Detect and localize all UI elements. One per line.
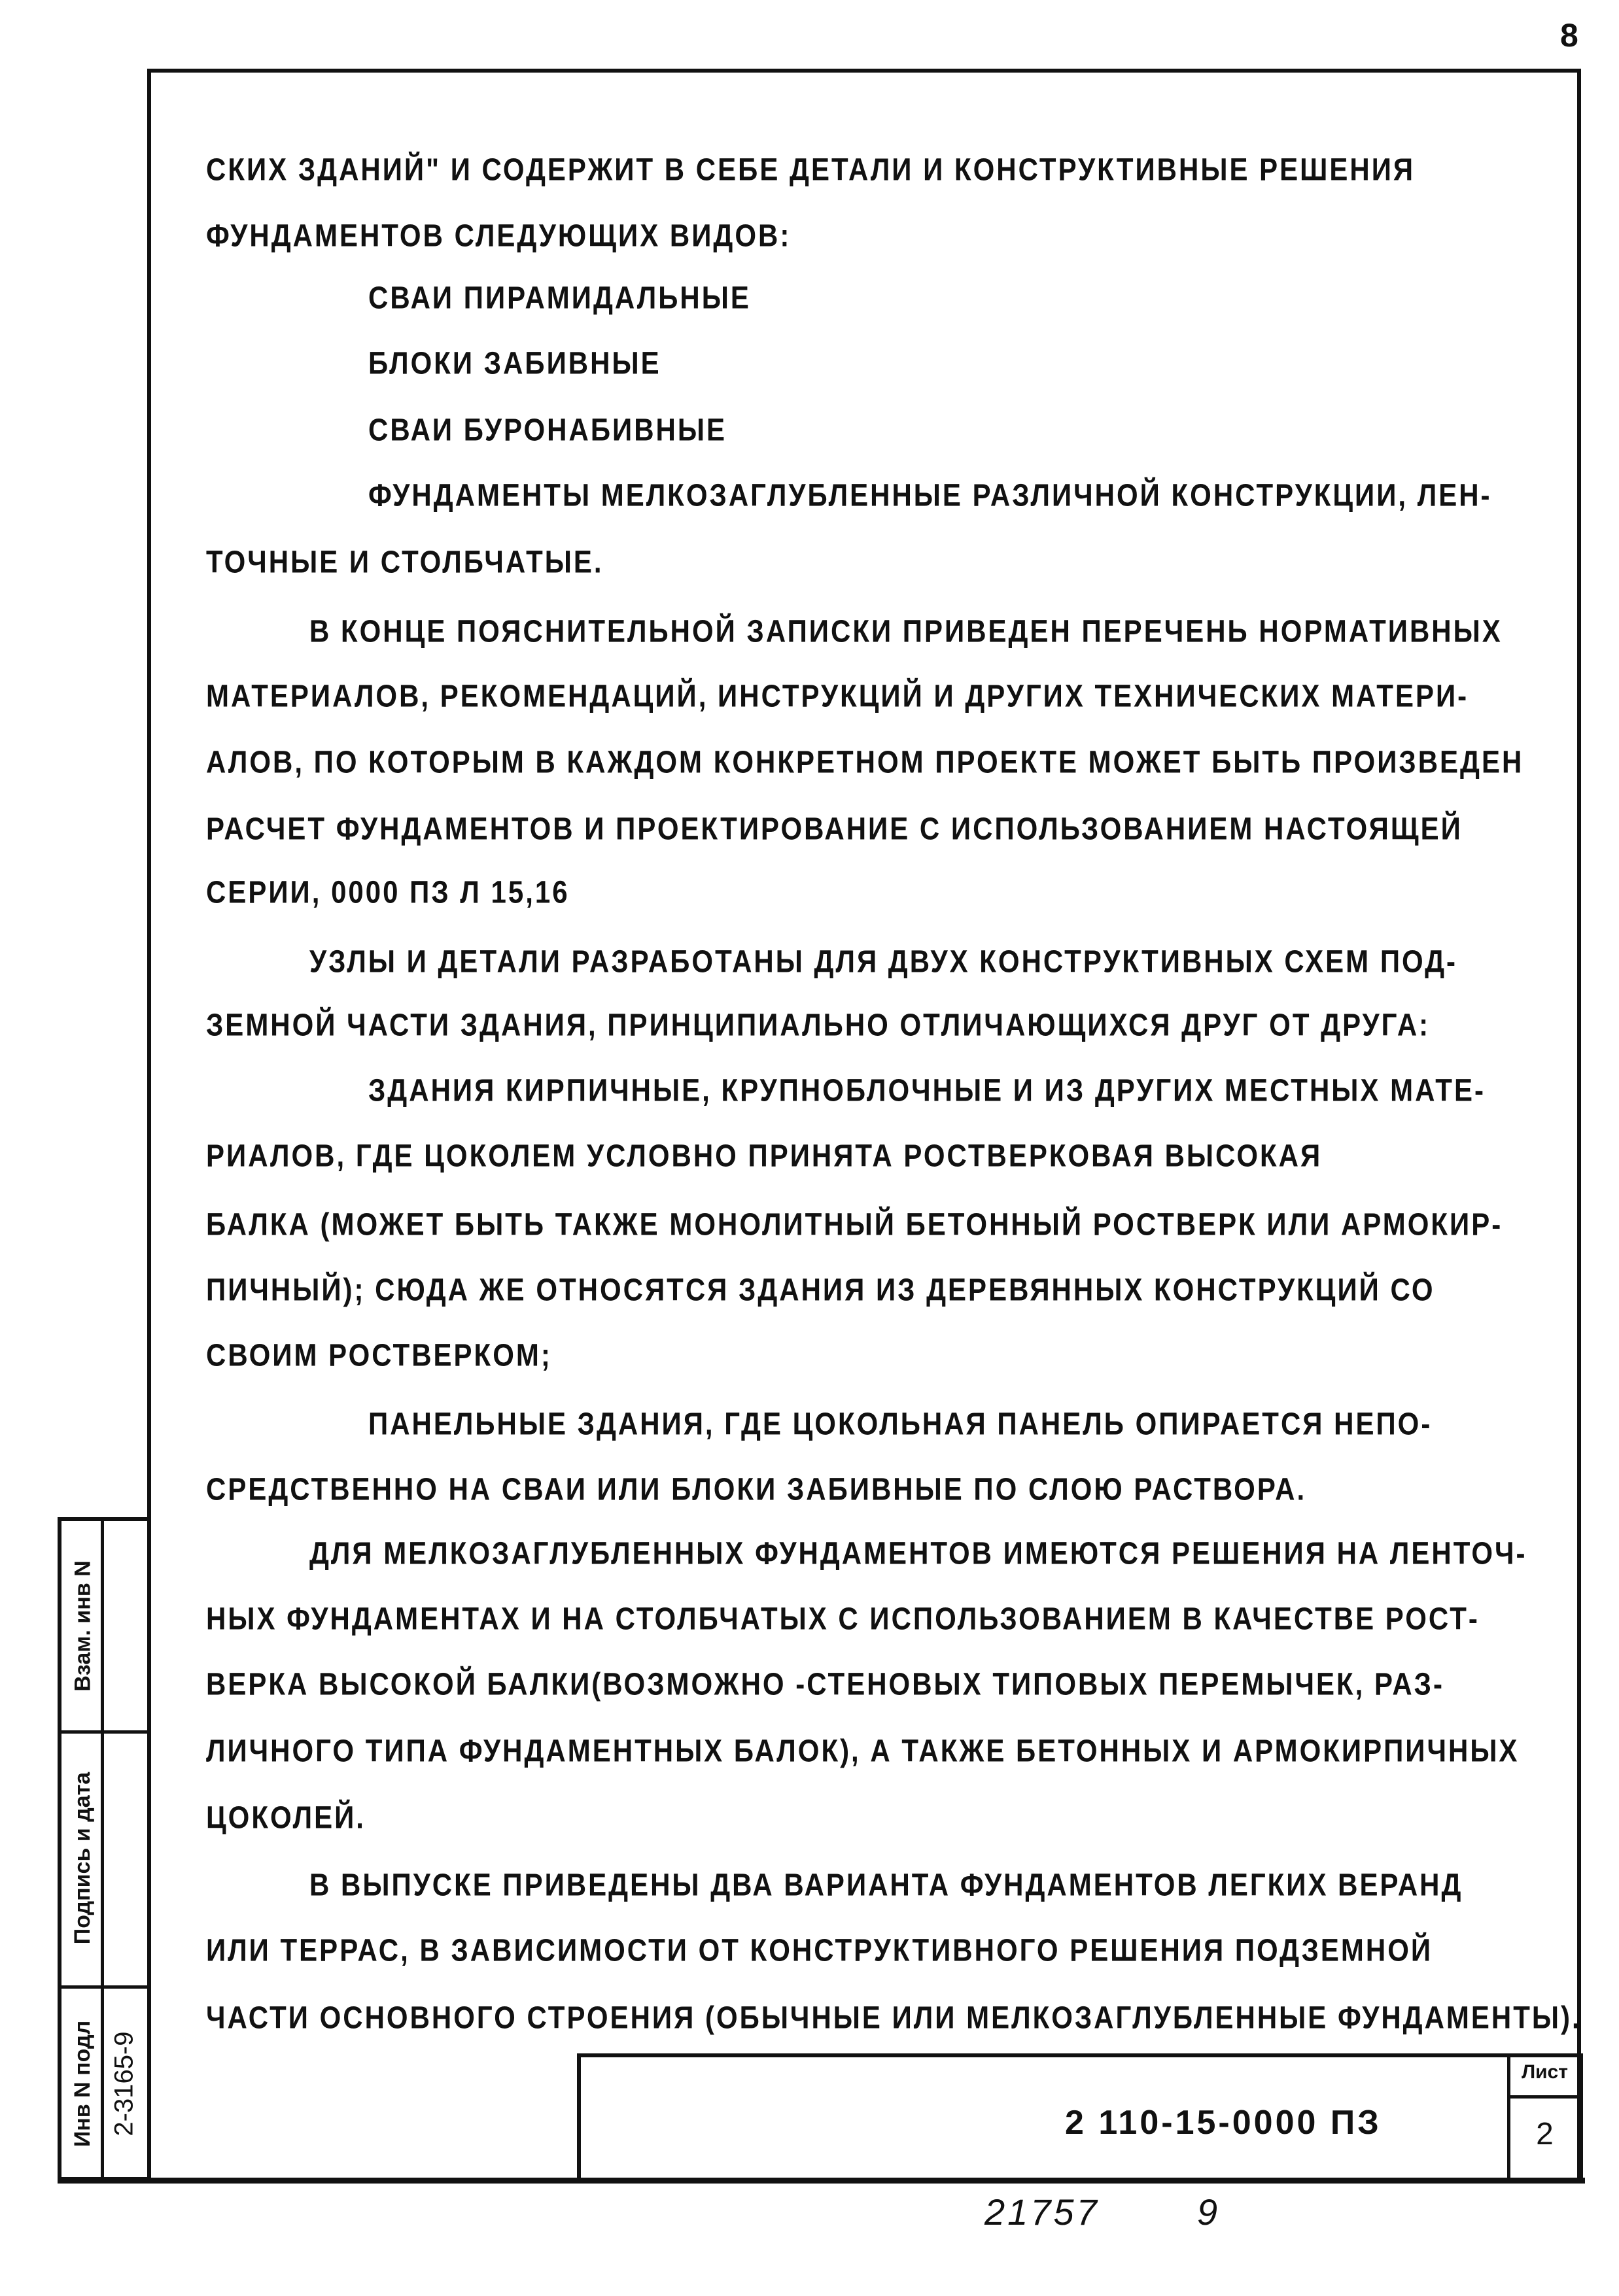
list-item: БЛОКИ ЗАБИВНЫЕ (368, 345, 661, 381)
text-line: ВЕРКА ВЫСОКОЙ БАЛКИ(ВОЗМОЖНО -СТЕНОВЫХ ТИПОВЫХ ПЕРЕМЫЧЕК, РАЗ- (206, 1666, 1444, 1702)
text-line: ЧАСТИ ОСНОВНОГО СТРОЕНИЯ (ОБЫЧНЫЕ ИЛИ МЕЛКОЗАГЛУБЛЕННЫЕ ФУНДАМЕНТЫ). (206, 2000, 1582, 2036)
text-line: ДЛЯ МЕЛКОЗАГЛУБЛЕННЫХ ФУНДАМЕНТОВ ИМЕЮТСЯ РЕШЕНИЯ НА ЛЕНТОЧ- (309, 1535, 1527, 1571)
text-line: СЕРИИ, 0000 ПЗ Л 15,16 (206, 874, 570, 910)
text-line: РАСЧЕТ ФУНДАМЕНТОВ И ПРОЕКТИРОВАНИЕ С ИСПОЛЬЗОВАНИЕМ НАСТОЯЩЕЙ (206, 811, 1463, 847)
footer-code: 21757 (984, 2191, 1100, 2233)
footer-page-number: 9 (1197, 2191, 1218, 2233)
text-line: СРЕДСТВЕННО НА СВАИ ИЛИ БЛОКИ ЗАБИВНЫЕ ПО СЛОЮ РАСТВОРА. (206, 1471, 1307, 1507)
text-line: БАЛКА (МОЖЕТ БЫТЬ ТАКЖЕ МОНОЛИТНЫЙ БЕТОННЫЙ РОСТВЕРК ИЛИ АРМОКИР- (206, 1207, 1503, 1242)
text-line: РИАЛОВ, ГДЕ ЦОКОЛЕМ УСЛОВНО ПРИНЯТА РОСТВЕРКОВАЯ ВЫСОКАЯ (206, 1138, 1323, 1174)
title-block (577, 2053, 1583, 2180)
stamp-label-podpis-data: Подпись и дата (70, 1772, 96, 1944)
text-line: В КОНЦЕ ПОЯСНИТЕЛЬНОЙ ЗАПИСКИ ПРИВЕДЕН ПЕРЕЧЕНЬ НОРМАТИВНЫХ (309, 613, 1503, 649)
page-number: 8 (1560, 17, 1578, 54)
document-code: 2 110-15-0000 ПЗ (1065, 2104, 1382, 2142)
stamp-label-inv-podl: Инв N подл (70, 2020, 96, 2147)
text-line: В ВЫПУСКЕ ПРИВЕДЕНЫ ДВА ВАРИАНТА ФУНДАМЕНТОВ ЛЕГКИХ ВЕРАНД (309, 1867, 1463, 1903)
text-line: НЫХ ФУНДАМЕНТАХ И НА СТОЛБЧАТЫХ С ИСПОЛЬЗОВАНИЕМ В КАЧЕСТВЕ РОСТ- (206, 1601, 1480, 1637)
stamp-value-inv-podl: 2-3165-9 (109, 2030, 139, 2136)
page-frame (147, 69, 1581, 2182)
text-line: ЗДАНИЯ КИРПИЧНЫЕ, КРУПНОБЛОЧНЫЕ И ИЗ ДРУГИХ МЕСТНЫХ МАТЕ- (368, 1072, 1486, 1108)
side-stamp (58, 1517, 147, 2181)
text-line: ФУНДАМЕНТОВ СЛЕДУЮЩИХ ВИДОВ: (206, 218, 792, 254)
sheet-label: Лист (1510, 2061, 1579, 2099)
stamp-label-vzam-inv: Взам. инв N (70, 1560, 96, 1692)
text-line: ИЛИ ТЕРРАС, В ЗАВИСИМОСТИ ОТ КОНСТРУКТИВНОГО РЕШЕНИЯ ПОДЗЕМНОЙ (206, 1932, 1433, 1968)
text-line: ЗЕМНОЙ ЧАСТИ ЗДАНИЯ, ПРИНЦИПИАЛЬНО ОТЛИЧАЮЩИХСЯ ДРУГ ОТ ДРУГА: (206, 1007, 1431, 1043)
text-line: ЦОКОЛЕЙ. (206, 1800, 366, 1836)
list-item: ФУНДАМЕНТЫ МЕЛКОЗАГЛУБЛЕННЫЕ РАЗЛИЧНОЙ КОНСТРУКЦИИ, ЛЕН- (368, 477, 1492, 513)
list-item: СВАИ БУРОНАБИВНЫЕ (368, 412, 727, 448)
text-line: АЛОВ, ПО КОТОРЫМ В КАЖДОМ КОНКРЕТНОМ ПРОЕКТЕ МОЖЕТ БЫТЬ ПРОИЗВЕДЕН (206, 744, 1524, 780)
text-line: СКИХ ЗДАНИЙ" И СОДЕРЖИТ В СЕБЕ ДЕТАЛИ И КОНСТРУКТИВНЫЕ РЕШЕНИЯ (206, 152, 1416, 188)
text-line: МАТЕРИАЛОВ, РЕКОМЕНДАЦИЙ, ИНСТРУКЦИЙ И ДРУГИХ ТЕХНИЧЕСКИХ МАТЕРИ- (206, 678, 1469, 714)
sheet-cell (1507, 2057, 1579, 2180)
text-line: ЛИЧНОГО ТИПА ФУНДАМЕНТНЫХ БАЛОК), А ТАКЖЕ БЕТОННЫХ И АРМОКИРПИЧНЫХ (206, 1733, 1520, 1769)
text-line: УЗЛЫ И ДЕТАЛИ РАЗРАБОТАНЫ ДЛЯ ДВУХ КОНСТРУКТИВНЫХ СХЕМ ПОД- (309, 944, 1458, 980)
sheet-number: 2 (1536, 2117, 1554, 2151)
text-line: ПАНЕЛЬНЫЕ ЗДАНИЯ, ГДЕ ЦОКОЛЬНАЯ ПАНЕЛЬ ОПИРАЕТСЯ НЕПО- (368, 1406, 1433, 1442)
text-line: ТОЧНЫЕ И СТОЛБЧАТЫЕ. (206, 544, 604, 580)
list-item: СВАИ ПИРАМИДАЛЬНЫЕ (368, 280, 751, 316)
text-line: ПИЧНЫЙ); СЮДА ЖЕ ОТНОСЯТСЯ ЗДАНИЯ ИЗ ДЕРЕВЯННЫХ КОНСТРУКЦИЙ СО (206, 1272, 1435, 1308)
text-line: СВОИМ РОСТВЕРКОМ; (206, 1337, 552, 1373)
